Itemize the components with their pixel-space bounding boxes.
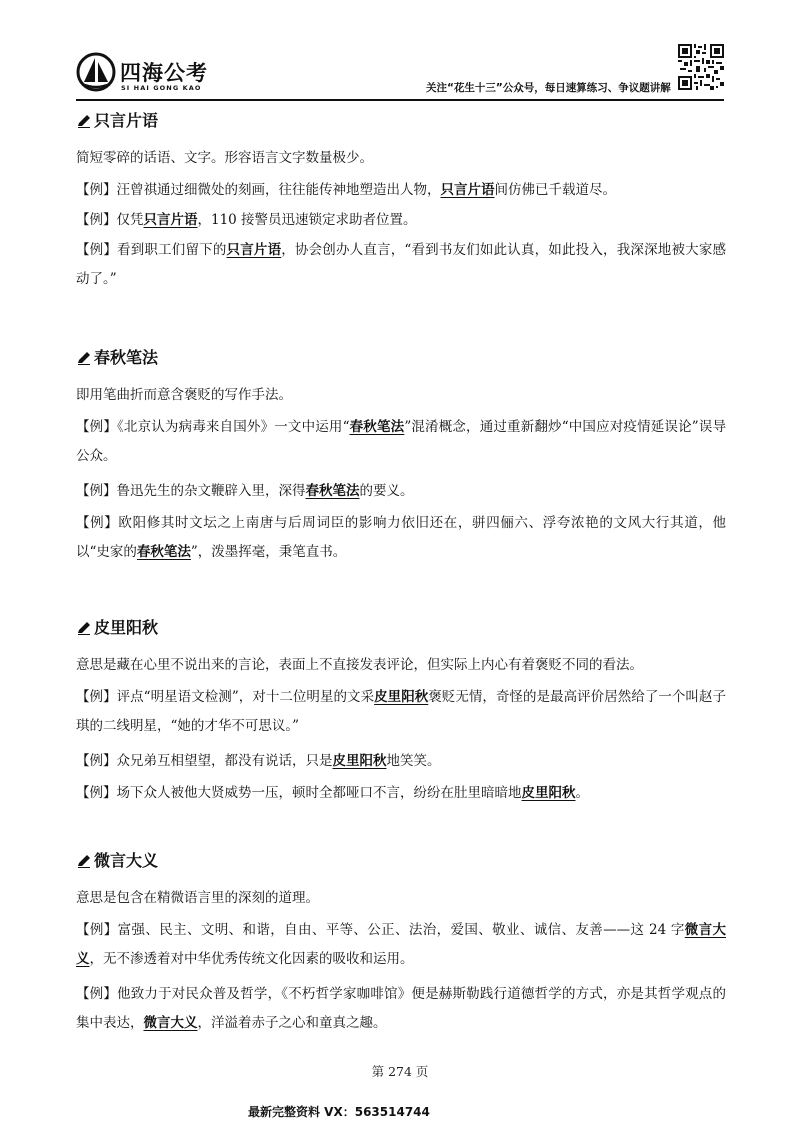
example-text: 【例】汪曾祺通过细微处的刻画，往往能传神地塑造出人物， xyxy=(76,182,441,198)
keyword-highlight: 微言大义 xyxy=(143,1015,198,1031)
pencil-icon xyxy=(76,853,92,869)
example-text: 【例】《北京认为病毒来自国外》一文中运用“ xyxy=(76,419,350,435)
idiom-section xyxy=(76,848,726,1038)
header-slogan: 关注“花生十三”公众号，每日速算练习、争议题讲解 xyxy=(426,82,671,94)
example-paragraph xyxy=(76,980,726,1038)
example-text: 【例】欧阳修其时文坛之上南唐与后周词臣的影响力依旧还在，骈四俪六、浮夸浓艳的文风大行其道，他以“史家的 xyxy=(76,515,726,560)
example-text: 【例】评点“明星语文检测”，对十二位明星的文采 xyxy=(76,689,375,705)
example-paragraph xyxy=(76,751,726,771)
section-title-text: 只言片语 xyxy=(94,111,159,130)
section-title xyxy=(76,345,726,371)
example-text: ，协会创办人直言，“看到书友们如此认真，如此投入，我深深地被大家感动了。” xyxy=(76,242,727,287)
example-text: 【例】富强、民主、文明、和谐，自由、平等、公正、法治，爱国、敬业、诚信、友善——这 24 字 xyxy=(76,922,685,938)
example-text: 【例】场下众人被他大贤威势一压，顿时全都哑口不言，纷纷在肚里暗暗地 xyxy=(76,785,522,801)
brand-logo xyxy=(76,52,226,96)
pencil-icon xyxy=(76,113,92,129)
example-text: 【例】鲁迅先生的杂文鞭辟入里，深得 xyxy=(76,483,306,499)
example-paragraph xyxy=(76,210,726,230)
example-paragraph xyxy=(76,509,726,567)
pencil-icon xyxy=(76,620,92,636)
example-text: 【例】众兄弟互相望望，都没有说话，只是 xyxy=(76,753,333,769)
keyword-highlight: 只言片语 xyxy=(143,212,198,228)
brand-subtitle: SI HAI GONG KAO xyxy=(121,84,202,92)
idiom-section xyxy=(76,345,726,567)
example-text: ，110 接警员迅速锁定求助者位置。 xyxy=(197,212,417,228)
keyword-highlight: 只言片语 xyxy=(440,182,495,198)
example-text: 地笑笑。 xyxy=(386,753,441,769)
section-title xyxy=(76,108,726,134)
idiom-section xyxy=(76,615,726,803)
example-text: 【例】他致力于对民众普及哲学，《不朽哲学家咖啡馆》便是赫斯勒践行道德哲学的方式，亦是其哲学观点的集中表达， xyxy=(76,986,726,1031)
idiom-definition: 即用笔曲折而意含褒贬的写作手法。 xyxy=(76,387,292,403)
example-text: 。 xyxy=(575,785,589,801)
example-text: ，无不渗透着对中华优秀传统文化因素的吸收和运用。 xyxy=(89,951,414,967)
footer-contact: 最新完整资料 VX：563514744 xyxy=(248,1105,430,1119)
header-divider xyxy=(76,99,724,101)
example-paragraph xyxy=(76,236,726,294)
keyword-highlight: 微言大义 xyxy=(76,922,726,967)
page-header xyxy=(0,0,800,105)
idiom-section xyxy=(76,108,726,294)
brand-name: 四海公考 xyxy=(120,61,208,85)
idiom-definition: 意思是包含在精微语言里的深刻的道理。 xyxy=(76,890,319,906)
example-text: 的要义。 xyxy=(359,483,414,499)
keyword-highlight: 皮里阳秋 xyxy=(374,689,429,705)
keyword-highlight: 只言片语 xyxy=(226,242,282,258)
section-title-text: 春秋笔法 xyxy=(94,348,159,367)
example-text: ，洋溢着赤子之心和童真之趣。 xyxy=(197,1015,387,1031)
sailboat-logo-icon xyxy=(76,52,116,92)
idiom-definition: 意思是藏在心里不说出来的言论，表面上不直接发表评论，但实际上内心有着褒贬不同的看法。 xyxy=(76,657,643,673)
example-text: 褒贬无情，奇怪的是最高评价居然给了一个叫赵子琪的二线明星，“她的才华不可思议。” xyxy=(76,689,727,734)
keyword-highlight: 春秋笔法 xyxy=(349,419,405,435)
pencil-icon xyxy=(76,350,92,366)
example-text: 间仿佛已千载道尽。 xyxy=(494,182,616,198)
section-title xyxy=(76,615,726,641)
section-title-text: 皮里阳秋 xyxy=(94,618,159,637)
example-paragraph xyxy=(76,916,726,974)
example-paragraph xyxy=(76,180,726,200)
keyword-highlight: 皮里阳秋 xyxy=(332,753,387,769)
example-text: 【例】看到职工们留下的 xyxy=(76,242,227,258)
example-paragraph xyxy=(76,783,726,803)
example-paragraph xyxy=(76,481,726,501)
example-paragraph xyxy=(76,413,726,471)
example-text: 【例】仅凭 xyxy=(76,212,144,228)
example-text: ”混淆概念，通过重新翻炒“中国应对疫情延误论”误导公众。 xyxy=(76,419,726,464)
section-title xyxy=(76,848,726,874)
example-paragraph xyxy=(76,683,726,741)
example-text: ”，泼墨挥毫，秉笔直书。 xyxy=(190,544,347,560)
page-number: 第 274 页 xyxy=(371,1064,429,1079)
keyword-highlight: 春秋笔法 xyxy=(305,483,360,499)
keyword-highlight: 春秋笔法 xyxy=(136,544,191,560)
keyword-highlight: 皮里阳秋 xyxy=(521,785,576,801)
idiom-definition: 简短零碎的话语、文字。形容语言文字数量极少。 xyxy=(76,150,373,166)
section-title-text: 微言大义 xyxy=(94,851,159,870)
qr-code-icon xyxy=(678,44,724,90)
